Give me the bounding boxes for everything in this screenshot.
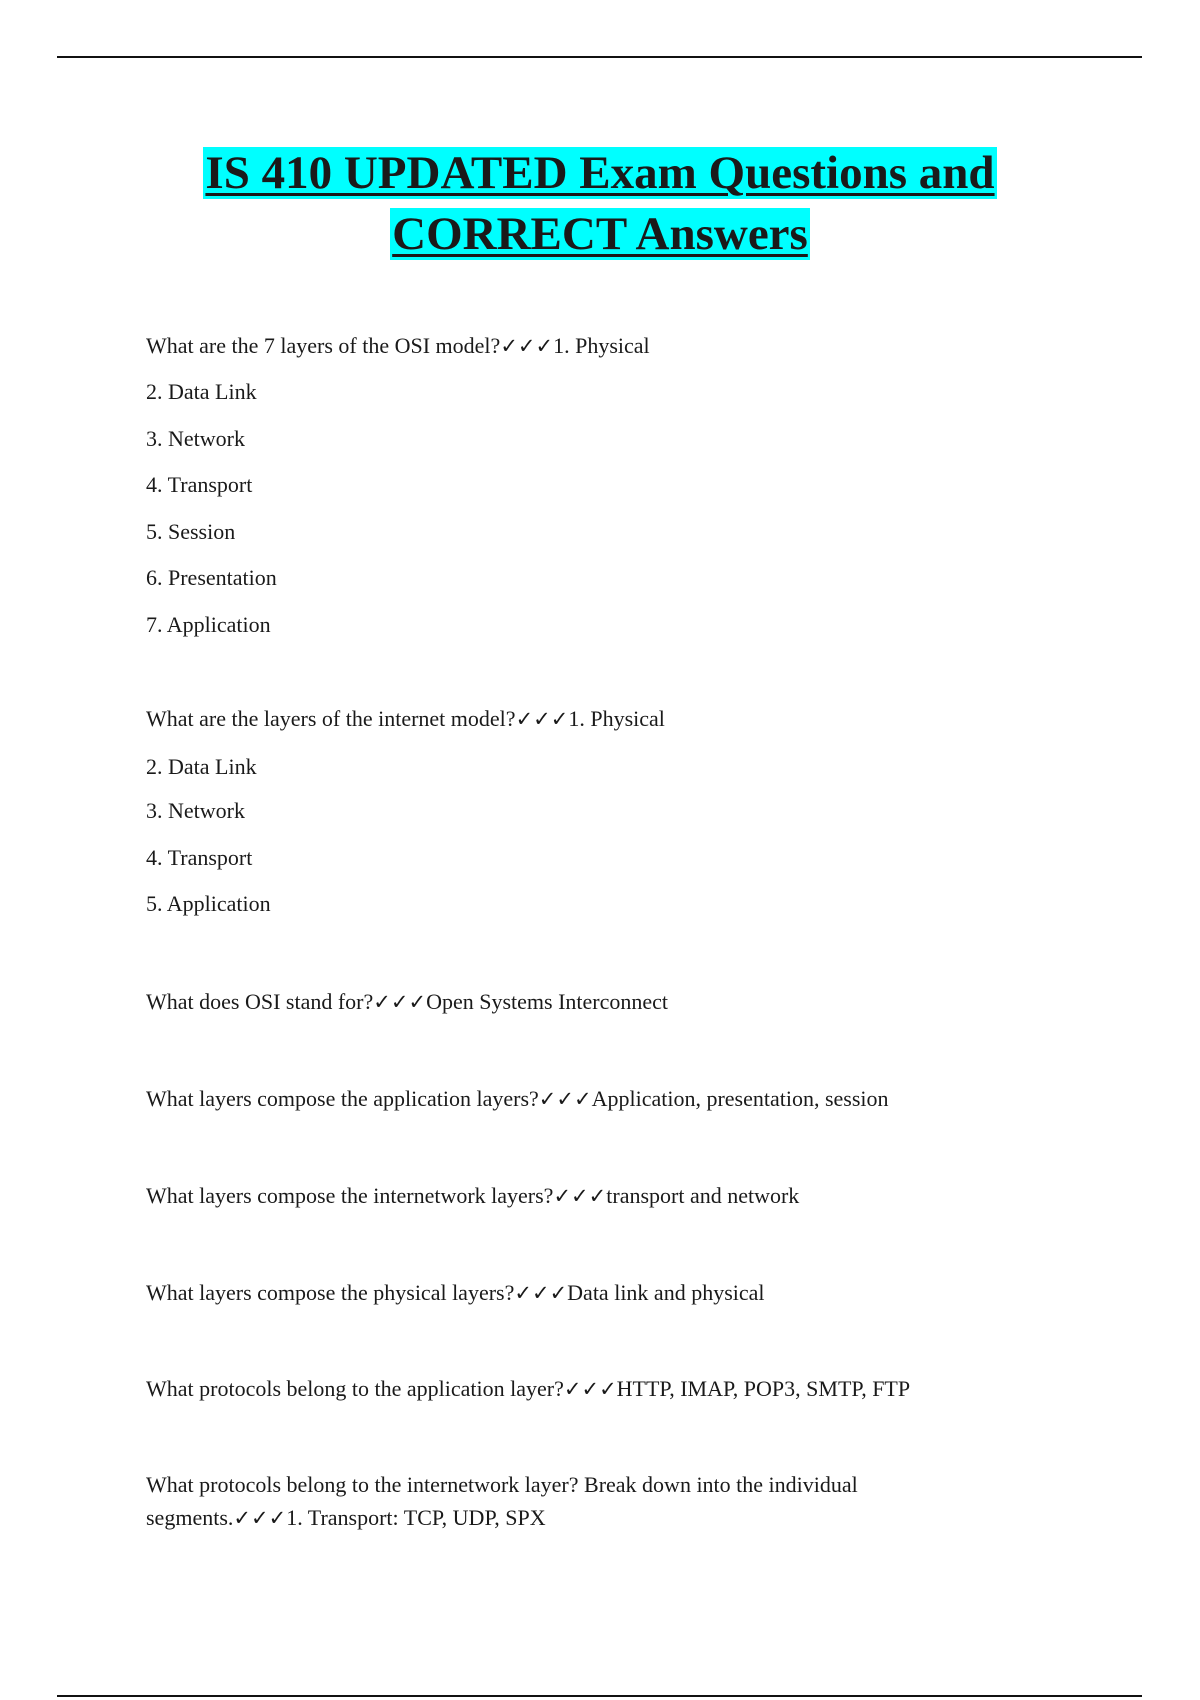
list-item: 7. Application (146, 612, 271, 637)
document-title (0, 143, 1200, 265)
answer-text: 1. Transport: TCP, UDP, SPX (286, 1505, 546, 1530)
question-text: What layers compose the physical layers? (146, 1280, 515, 1305)
question-text: What layers compose the application layers? (146, 1086, 539, 1111)
qa-item-5 (146, 1181, 799, 1211)
qa-item-2 (146, 704, 665, 734)
question-text: What layers compose the internetwork layers? (146, 1183, 554, 1208)
title-line-2: CORRECT Answers (392, 208, 808, 260)
checkmark-icon: ✓✓✓ (538, 1087, 592, 1111)
answer-text: transport and network (606, 1183, 800, 1208)
qa-item-1 (146, 331, 650, 361)
answer-text: HTTP, IMAP, POP3, SMTP, FTP (616, 1376, 911, 1401)
question-text: What are the 7 layers of the OSI model? (146, 333, 501, 358)
title-line-1: IS 410 UPDATED Exam Questions and (205, 147, 995, 199)
qa-item-4 (146, 1084, 889, 1114)
qa-item-7 (146, 1374, 910, 1404)
checkmark-icon: ✓✓✓ (515, 707, 569, 731)
qa-item-3 (146, 987, 668, 1017)
answer-text: Application, presentation, session (591, 1086, 889, 1111)
checkmark-icon: ✓✓✓ (500, 334, 554, 358)
list-item: 3. Network (146, 426, 245, 451)
list-item: 4. Transport (146, 845, 253, 870)
question-text: What are the layers of the internet model? (146, 706, 516, 731)
answer-text: 1. Physical (553, 333, 650, 358)
answer-text: 1. Physical (568, 706, 665, 731)
answer-text: Open Systems Interconnect (426, 989, 669, 1014)
list-item: 4. Transport (146, 472, 253, 497)
checkmark-icon: ✓✓✓ (373, 990, 427, 1014)
checkmark-icon: ✓✓✓ (233, 1506, 287, 1530)
qa-item-8 (146, 1468, 1006, 1535)
list-item: 2. Data Link (146, 379, 257, 404)
list-item: 2. Data Link (146, 754, 257, 779)
checkmark-icon: ✓✓✓ (563, 1377, 617, 1401)
checkmark-icon: ✓✓✓ (514, 1281, 568, 1305)
list-item: 3. Network (146, 798, 245, 823)
answer-text: Data link and physical (567, 1280, 765, 1305)
qa-item-6 (146, 1278, 765, 1308)
bottom-rule (57, 1695, 1142, 1697)
list-item: 5. Application (146, 891, 271, 916)
list-item: 6. Presentation (146, 565, 277, 590)
question-text: What protocols belong to the internetwork layer? Break down into the individual segments. (146, 1472, 858, 1530)
checkmark-icon: ✓✓✓ (553, 1184, 607, 1208)
question-text: What does OSI stand for? (146, 989, 374, 1014)
list-item: 5. Session (146, 519, 236, 544)
top-rule (57, 56, 1142, 58)
question-text: What protocols belong to the application layer? (146, 1376, 564, 1401)
